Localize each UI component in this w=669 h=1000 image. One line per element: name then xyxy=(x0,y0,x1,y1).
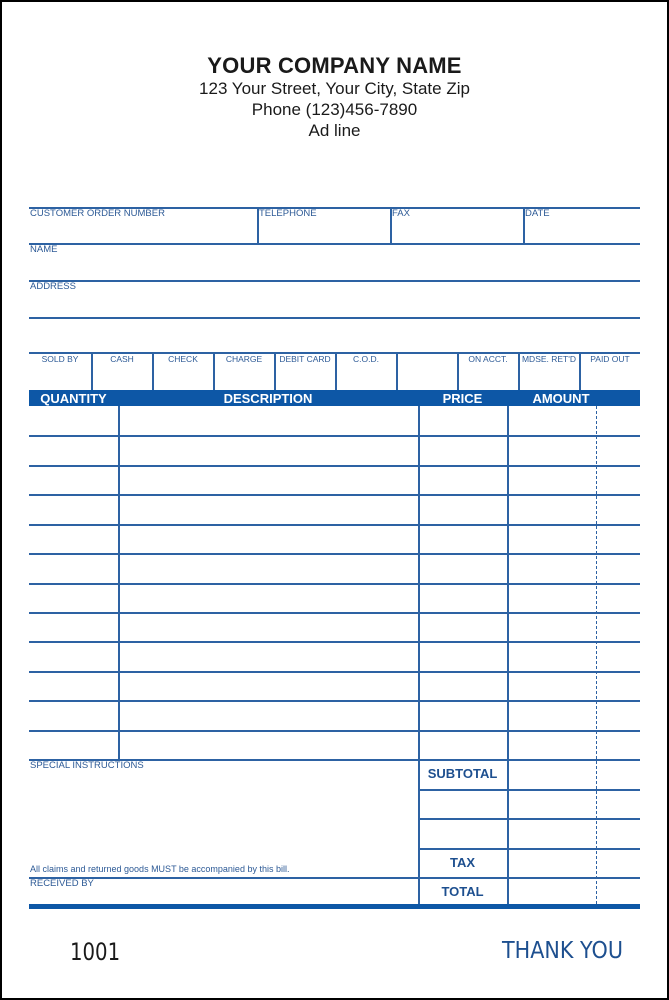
divider xyxy=(418,406,420,909)
customer-order-number-label: CUSTOMER ORDER NUMBER xyxy=(30,208,165,219)
company-phone: Phone (123)456-7890 xyxy=(251,100,418,119)
payment-debit-card[interactable] xyxy=(275,353,335,390)
divider xyxy=(418,818,640,820)
subtotal-label: SUBTOTAL xyxy=(427,766,498,781)
received-by-field[interactable] xyxy=(29,878,418,904)
column-header-amount: AMOUNT xyxy=(532,391,590,406)
table-row[interactable] xyxy=(29,553,640,582)
telephone-field[interactable] xyxy=(258,208,390,243)
divider xyxy=(418,789,640,791)
fax-field[interactable] xyxy=(391,208,523,243)
payment-label: SOLD BY xyxy=(41,354,79,364)
payment-sold-by[interactable] xyxy=(29,353,91,390)
payment-merchandise-returned[interactable] xyxy=(519,353,579,390)
thank-you-text: THANK YOU xyxy=(502,938,623,964)
fax-label: FAX xyxy=(392,208,410,219)
address-field[interactable] xyxy=(29,281,640,317)
payment-label: ON ACCT. xyxy=(468,354,508,364)
payment-label: PAID OUT xyxy=(590,354,630,364)
tax-amount-field[interactable] xyxy=(508,849,640,877)
date-field[interactable] xyxy=(524,208,640,243)
payment-label: MDSE. RET'D xyxy=(521,354,577,364)
table-row[interactable] xyxy=(29,524,640,553)
address-label: ADDRESS xyxy=(30,281,76,292)
payment-label: DEBIT CARD xyxy=(279,354,331,364)
bottom-bar xyxy=(29,904,640,909)
payment-label: CASH xyxy=(110,354,134,364)
special-instructions-label: SPECIAL INSTRUCTIONS xyxy=(30,760,144,771)
divider xyxy=(29,317,640,319)
special-instructions-field[interactable] xyxy=(29,760,418,860)
payment-on-account[interactable] xyxy=(458,353,518,390)
payment-cash[interactable] xyxy=(92,353,152,390)
table-row[interactable] xyxy=(29,494,640,523)
name-label: NAME xyxy=(30,244,58,255)
date-label: DATE xyxy=(525,208,550,219)
payment-paid-out[interactable] xyxy=(580,353,640,390)
total-label: TOTAL xyxy=(441,884,484,899)
payment-cod[interactable] xyxy=(336,353,396,390)
column-header-description: DESCRIPTION xyxy=(223,391,313,406)
customer-order-number-field[interactable] xyxy=(29,208,257,243)
company-address: 123 Your Street, Your City, State Zip xyxy=(199,79,470,98)
table-row[interactable] xyxy=(29,671,640,700)
table-row[interactable] xyxy=(29,730,640,759)
payment-label: C.O.D. xyxy=(353,354,379,364)
divider xyxy=(118,406,120,759)
telephone-label: TELEPHONE xyxy=(259,208,317,219)
table-row[interactable] xyxy=(29,583,640,612)
received-by-label: RECEIVED BY xyxy=(30,878,94,889)
divider xyxy=(507,406,509,909)
column-header-price: PRICE xyxy=(442,391,483,406)
company-ad-line: Ad line xyxy=(308,121,361,140)
table-row[interactable] xyxy=(29,435,640,464)
claims-notice: All claims and returned goods MUST be accompanied by this bill. xyxy=(30,864,290,874)
cents-divider xyxy=(596,406,597,909)
payment-blank[interactable] xyxy=(397,353,457,390)
column-header-quantity: QUANTITY xyxy=(40,391,107,406)
payment-label: CHARGE xyxy=(225,354,263,364)
table-row[interactable] xyxy=(29,641,640,670)
subtotal-amount-field[interactable] xyxy=(508,760,640,789)
tax-label: TAX xyxy=(449,855,476,870)
table-row[interactable] xyxy=(29,700,640,729)
table-row[interactable] xyxy=(29,465,640,494)
company-name: YOUR COMPANY NAME xyxy=(207,53,462,78)
table-row[interactable] xyxy=(29,612,640,641)
payment-charge[interactable] xyxy=(214,353,274,390)
serial-number: 1001 xyxy=(70,938,121,966)
table-row[interactable] xyxy=(29,406,640,435)
total-amount-field[interactable] xyxy=(508,878,640,904)
payment-check[interactable] xyxy=(153,353,213,390)
payment-label: CHECK xyxy=(168,354,198,364)
name-field[interactable] xyxy=(29,244,640,280)
